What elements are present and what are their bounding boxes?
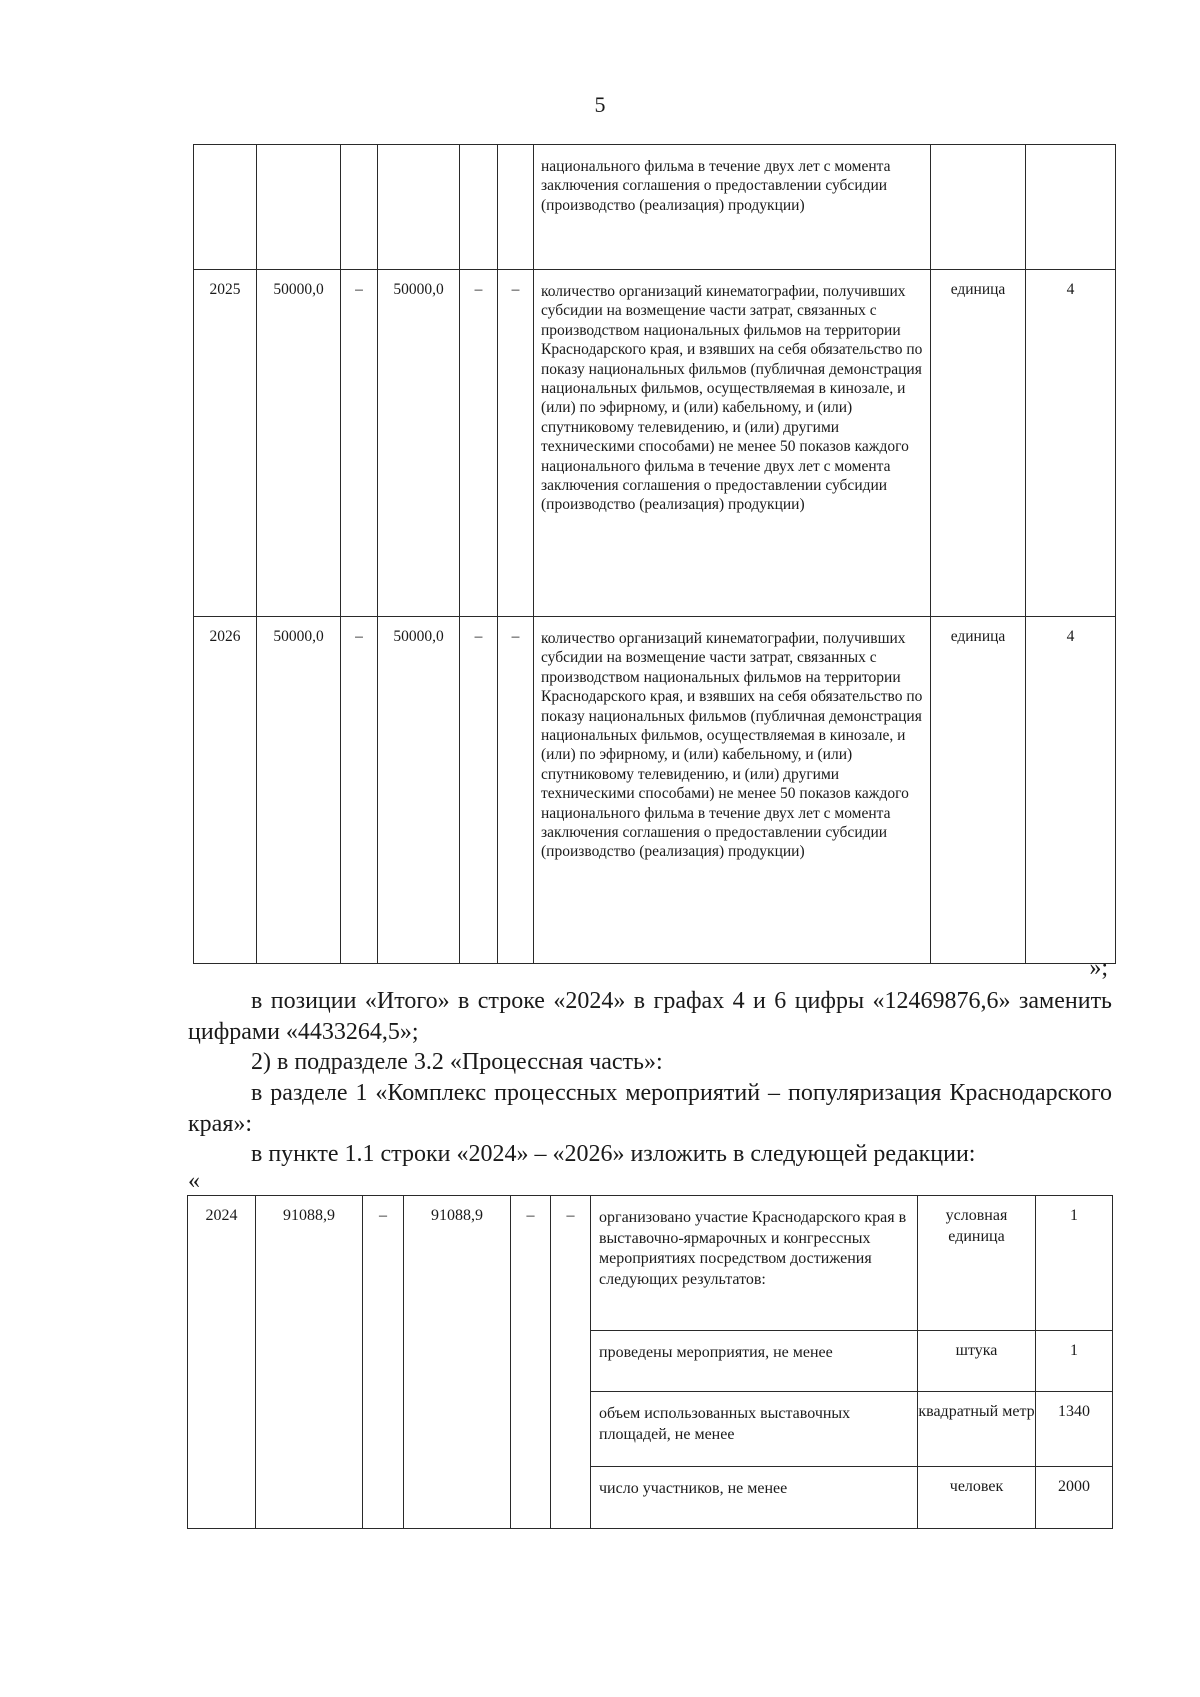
indicator-description: количество организаций кинематографии, получивших субсидии на возмещение части затрат, связанных с производством национальных фильмов на территории Краснодарского края, и взявших на себя обязательство по показу национальных фильмов (публичная демонстрация национальных фильмов, осуществляемая в кинозале, и (или) по эфирному, и (или) кабельному, и (или) спутниковому телевидению, и (или) другими техническими способами) не менее 50 показов каждого национального фильма в течение двух лет с момента заключения соглашения о предоставлении субсидии (производство (реализация) продукции)	[534, 270, 931, 617]
value-cell: 4	[1026, 617, 1116, 964]
column-3-cell: –	[341, 270, 378, 617]
unit-cell: человек	[918, 1467, 1036, 1529]
value-cell: 4	[1026, 270, 1116, 617]
table-row	[194, 145, 1116, 270]
year-cell: 2026	[194, 617, 257, 964]
indicator-description: объем использованных выставочных площадей, не менее	[591, 1392, 918, 1467]
column-4-cell: 91088,9	[404, 1196, 511, 1529]
opening-quote: «	[188, 1168, 200, 1194]
indicator-description: проведены мероприятия, не менее	[591, 1331, 918, 1392]
column-6-cell: –	[498, 617, 534, 964]
value-cell: 1340	[1036, 1392, 1113, 1467]
value-cell: 1	[1036, 1331, 1113, 1392]
paragraph-item: в пункте 1.1 строки «2024» – «2026» изложить в следующей редакции:	[251, 1141, 976, 1167]
total-cell: 50000,0	[257, 270, 341, 617]
total-cell: 91088,9	[256, 1196, 363, 1529]
column-6-cell	[498, 145, 534, 270]
indicator-description: количество организаций кинематографии, получивших субсидии на возмещение части затрат, связанных с производством национальных фильмов на территории Краснодарского края, и взявших на себя обязательство по показу национальных фильмов (публичная демонстрация национальных фильмов, осуществляемая в кинозале, и (или) по эфирному, и (или) кабельному, и (или) спутниковому телевидению, и (или) другими техническими способами) не менее 50 показов каждого национального фильма в течение двух лет с момента заключения соглашения о предоставлении субсидии (производство (реализация) продукции)	[534, 617, 931, 964]
year-cell: 2024	[188, 1196, 256, 1529]
column-5-cell: –	[460, 617, 498, 964]
table-row	[194, 617, 1116, 964]
unit-cell	[931, 145, 1026, 270]
value-cell: 1	[1036, 1196, 1113, 1331]
year-cell	[194, 145, 257, 270]
indicator-description: организовано участие Краснодарского края в выставочно-ярмарочных и конгрессных мероприятиях посредством достижения следующих результатов:	[591, 1196, 918, 1331]
unit-cell: условная единица	[918, 1196, 1036, 1331]
column-4-cell: 50000,0	[378, 270, 460, 617]
column-5-cell: –	[511, 1196, 551, 1529]
unit-cell: единица	[931, 270, 1026, 617]
unit-cell: штука	[918, 1331, 1036, 1392]
page-number: 5	[594, 92, 606, 117]
column-4-cell	[378, 145, 460, 270]
unit-cell: единица	[931, 617, 1026, 964]
indicator-description: национального фильма в течение двух лет с момента заключения соглашения о предоставлении субсидии (производство (реализация) продукции)	[534, 145, 931, 270]
total-cell: 50000,0	[257, 617, 341, 964]
value-cell	[1026, 145, 1116, 270]
paragraph-itogo: в позиции «Итого» в строке «2024» в графах 4 и 6 цифры «12469876,6» заменить цифрами «4433264,5»;	[188, 988, 1112, 1045]
year-cell: 2025	[194, 270, 257, 617]
column-3-cell: –	[341, 617, 378, 964]
column-3-cell	[341, 145, 378, 270]
column-3-cell: –	[363, 1196, 404, 1529]
paragraph-section: в разделе 1 «Комплекс процессных мероприятий – популяризация Краснодарского края»:	[188, 1080, 1112, 1137]
column-6-cell: –	[551, 1196, 591, 1529]
unit-cell: квадратный метр	[918, 1392, 1036, 1467]
column-4-cell: 50000,0	[378, 617, 460, 964]
paragraph-subsection: 2) в подразделе 3.2 «Процессная часть»:	[251, 1049, 663, 1075]
column-6-cell: –	[498, 270, 534, 617]
table-row	[194, 270, 1116, 617]
closing-quote: »;	[1089, 955, 1108, 981]
column-5-cell	[460, 145, 498, 270]
column-5-cell: –	[460, 270, 498, 617]
process-measures-table	[187, 1195, 1113, 1529]
table-row	[188, 1196, 1113, 1331]
indicator-description: число участников, не менее	[591, 1467, 918, 1529]
program-table-continuation	[193, 144, 1116, 964]
total-cell	[257, 145, 341, 270]
value-cell: 2000	[1036, 1467, 1113, 1529]
